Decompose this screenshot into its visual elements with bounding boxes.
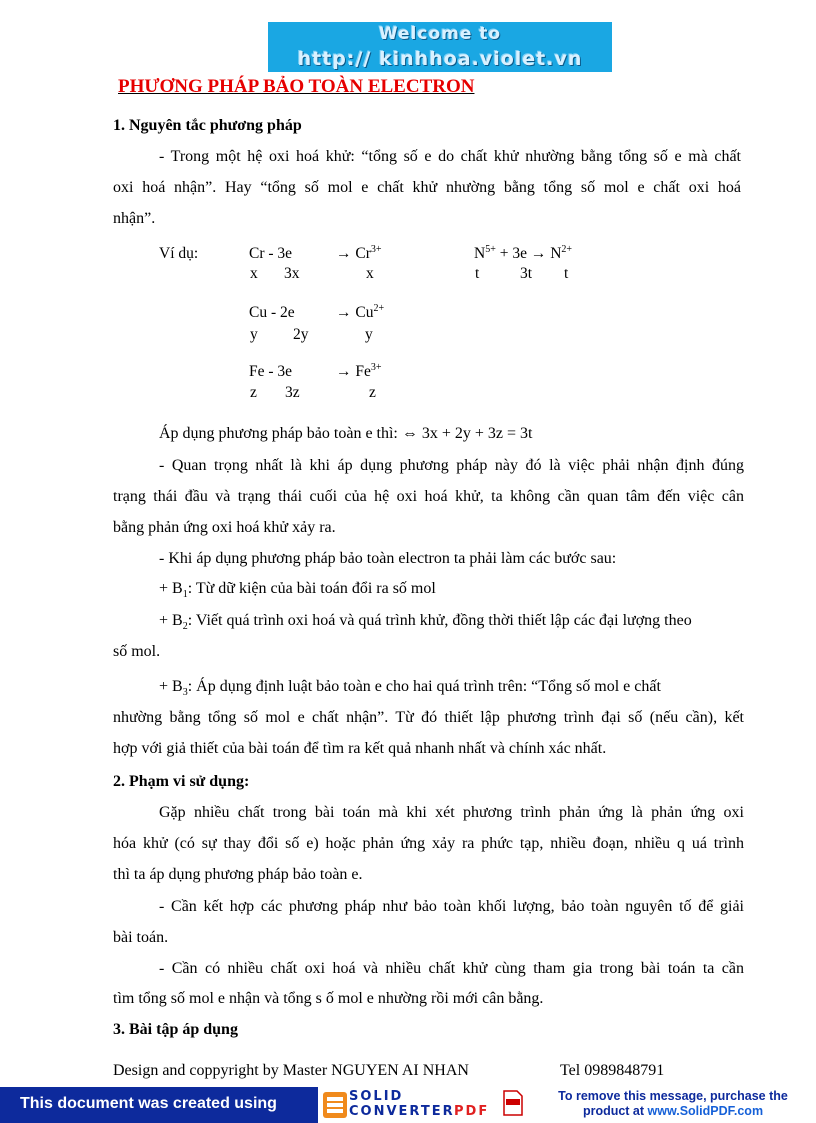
para2-line1: - Quan trọng nhất là khi áp dụng phương pháp này đó là việc phải nhận định đúng	[159, 457, 744, 474]
cr-mol-x2: x	[366, 265, 374, 282]
banner-url[interactable]: http:// kinhhoa.violet.vn	[297, 48, 583, 70]
para1-line1: - Trong một hệ oxi hoá khử: “tổng số e do chất khử nhường bằng tổng số e mà chất	[159, 148, 741, 165]
step-b3: + $B_3$: Áp dụng định luật bảo toàn e cho hai quá trình trên: “Tổng số mol e chất	[159, 678, 661, 699]
section3-heading: 3. Bài tập áp dụng	[113, 1021, 238, 1038]
cu-mol-y2: y	[365, 326, 373, 343]
n-mol-t2: t	[564, 265, 569, 282]
s2-para2-line2: bài toán.	[113, 929, 169, 946]
purchase-line1: To remove this message, purchase the	[558, 1089, 788, 1103]
solidpdf-link[interactable]: www.SolidPDF.com	[647, 1104, 764, 1118]
s2-para3-line1: - Cần có nhiều chất oxi hoá và nhiều chất khử cùng tham gia trong bài toán ta cần	[159, 960, 744, 977]
cr-mol-3x: 3x	[284, 265, 300, 282]
s2-para1-line1: Gặp nhiều chất trong bài toán mà khi xét phương trình phản ứng là phản ứng oxi	[159, 804, 744, 821]
example-label: Ví dụ:	[159, 245, 199, 262]
step-b3-line2: nhường bằng tổng số mol e chất nhận”. Từ đó thiết lập phương trình đại số (nếu cần), kết	[113, 709, 744, 726]
cu-equation: Cu - 2e	[249, 304, 295, 321]
s2-para2-line1: - Cần kết hợp các phương pháp như bảo toàn khối lượng, bảo toàn nguyên tố để giải	[159, 898, 744, 915]
fe-mol-3z: 3z	[285, 384, 300, 401]
step-b3-line3: hợp với giả thiết của bài toán để tìm ra kết quả nhanh nhất và chính xác nhất.	[113, 740, 607, 757]
para2-line2: trạng thái đầu và trạng thái cuối của hệ oxi hoá khử, ta không cần quan tâm đến việc cân	[113, 488, 744, 505]
footer-tel: Tel 0989848791	[560, 1062, 665, 1079]
cr-mol-x: x	[250, 265, 258, 282]
purchase-line2: product at www.SolidPDF.com	[582, 1104, 764, 1118]
fe-mol-z: z	[250, 384, 257, 401]
n-mol-t: t	[475, 265, 480, 282]
step-b2: + $B_2$: Viết quá trình oxi hoá và quá trình khử, đồng thời thiết lập các đại lượng theo	[159, 612, 692, 633]
para3: - Khi áp dụng phương pháp bảo toàn electron ta phải làm các bước sau:	[159, 550, 617, 567]
s2-para3-line2: tìm tổng số mol e nhận và tổng s ố mol e nhường rồi mới cân bằng.	[113, 990, 544, 1007]
step-b1: + $B_1$: Từ dữ kiện của bài toán đổi ra số mol	[159, 580, 436, 601]
converter-purchase-text	[532, 1089, 814, 1119]
page-title: PHƯƠNG PHÁP BẢO TOÀN ELECTRON	[118, 76, 475, 97]
converter-notice-text: This document was created using	[20, 1095, 277, 1112]
para1-line3: nhận”.	[113, 210, 156, 227]
s2-para1-line2: hóa khử (có sự thay đổi số e) hoặc phản ứng xảy ra phức tạp, nhiều đoạn, nhiều q uá trình	[113, 835, 744, 852]
cu-product: → $Cu^{2+}$	[336, 302, 385, 321]
fe-product: → $Fe^{3+}$	[336, 361, 382, 380]
step-b2-line2: số mol.	[113, 643, 161, 660]
logo-word-pdf: PDF	[454, 1104, 490, 1119]
section2-heading: 2. Phạm vi sử dụng:	[113, 773, 250, 790]
logo-word-converter: CONVERTER	[349, 1104, 455, 1119]
n-mol-3t: 3t	[520, 265, 533, 282]
section1-heading: 1. Nguyên tắc phương pháp	[113, 117, 302, 134]
banner-line-1: Welcome to	[378, 24, 502, 44]
s2-para1-line3: thì ta áp dụng phương pháp bảo toàn e.	[113, 866, 363, 883]
logo-word-solid: SOLID	[349, 1089, 404, 1104]
cr-equation: Cr - 3e	[249, 245, 293, 262]
para1-line2: oxi hoá nhận”. Hay “tổng số mol e chất khử nhường bằng tổng số mol e chất oxi hoá	[113, 179, 741, 196]
solid-logo-icon	[322, 1091, 348, 1119]
cu-mol-y: y	[250, 326, 258, 343]
para2-line3: bằng phản ứng oxi hoá khử xảy ra.	[113, 519, 336, 536]
fe-mol-z2: z	[369, 384, 376, 401]
fe-equation: Fe - 3e	[249, 363, 293, 380]
n-equation: $N^{5+} + 3e \to N^{2+}$	[474, 243, 573, 262]
pdf-file-icon	[502, 1090, 524, 1116]
apply-equation: Áp dụng phương pháp bảo toàn e thì: ⇔ 3x + 2y + 3z = 3t	[159, 425, 533, 442]
cr-product: → $Cr^{3+}$	[336, 243, 382, 262]
welcome-banner	[268, 22, 612, 72]
footer-design-credit: Design and coppyright by Master NGUYEN AI NHAN	[113, 1062, 469, 1079]
cu-mol-2y: 2y	[293, 326, 309, 343]
